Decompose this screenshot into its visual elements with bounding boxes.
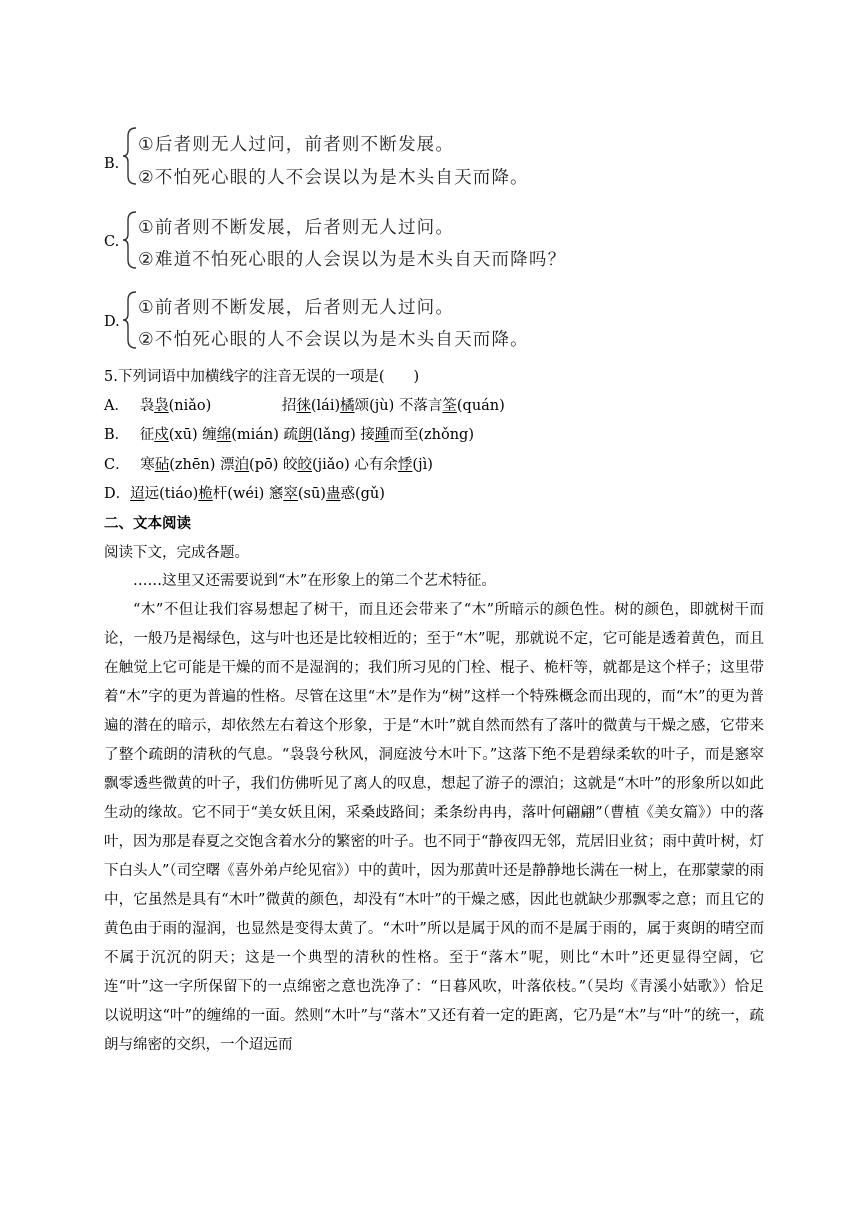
option-text: (xū) 缠 (168, 427, 217, 443)
option-b-line2: ②不怕死心眼的人不会误以为是木头自天而降。 (138, 168, 529, 188)
underlined-char: 窣 (283, 486, 298, 502)
underlined-char: 踵 (374, 427, 390, 443)
option-text: (jì) (412, 457, 433, 473)
underlined-char: 悸 (397, 457, 413, 473)
option-text: (lǎng) 接 (312, 427, 375, 443)
underlined-char: 迢 (130, 486, 145, 502)
option-text: (pō) 皎 (249, 457, 298, 473)
option-c-line2: ②难道不怕死心眼的人会误以为是木头自天而降吗？ (138, 250, 567, 270)
passage-paragraph: “木”不但让我们容易想起了树干，而且还会带来了“木”所暗示的颜色性。树的颜色，即就树干而论，一般乃是褐绿色，这与叶也还是比较相近的；至于“木”呢，那就说不定，它可能是透着黄色，而且在触觉上它可能是干燥的而不是湿润的；我们所习见的门栓、棍子、桅杆等，就都是这个样子；这里带着“木”字的更为普遍的性格。尽管在这里“木”是作为“树”这样一个特殊概念而出现的，而“木”的更为普遍的潜在的暗示，却依然左右着这个形象，于是“木叶”就自然而然有了落叶的微黄与干燥之感，它带来了整个疏朗的清秋的气息。“袅袅兮秋风，洞庭波兮木叶下。”这落下绝不是碧绿柔软的叶子，而是窸窣飘零透些微黄的叶子，我们仿佛听见了离人的叹息，想起了游子的漂泊；这就是“木叶”的形象所以如此生动的缘故。它不同于“美女妖且闲，采桑歧路间；柔条纷冉冉，落叶何翩翩”（曹植《美女篇》）中的落叶，因为那是春夏之交饱含着水分的繁密的叶子。也不同于“静夜四无邻，荒居旧业贫；雨中黄叶树，灯下白头人”（司空曙《喜外弟卢纶见宿》）中的黄叶，因为那黄叶还是静静地长满在一树上，在那蒙蒙的雨中，它虽然是具有“木叶”微黄的颜色，却没有“木叶”的干燥之感，因此也就缺少那飘零之意；而且它的黄色由于雨的湿润，也显然是变得太黄了。“木叶”所以是属于风的而不是属于雨的，属于爽朗的晴空而不属于沉沉的阴天；这是一个典型的清秋的性格。至于“落木”呢，则比“木叶”还更显得空阔，它连“叶”这一字所保留下的一点绵密之意也洗净了：“日暮风吹，叶落依枝。”（吴均《青溪小姑歌》）恰足以说明这“叶”的缠绵的一面。然则“木叶”与“落木”又还有着一定的距离，它乃是“木”与“叶”的统一，疏朗与绵密的交织，一个迢远而 (104, 602, 764, 1053)
option-d (104, 290, 624, 352)
underlined-char: 袅 (154, 398, 169, 414)
brace-icon (122, 126, 138, 186)
option-text: (niǎo) (168, 398, 212, 414)
option-d-line1: ①前者则不断发展，后者则无人过问。 (138, 298, 455, 318)
option-c-line1: ①前者则不断发展，后者则无人过问。 (138, 218, 455, 238)
underlined-char: 绵 (216, 427, 232, 443)
option-text: 而至(zhǒng) (389, 427, 474, 443)
option-label: D． (104, 486, 131, 502)
option-text: 杆(wéi) 窸 (212, 486, 284, 502)
brace-icon (122, 210, 138, 270)
option-text: 颂(jù) 不落言 (354, 398, 443, 414)
q5-option-b (104, 425, 474, 445)
underlined-char: 朗 (298, 427, 313, 443)
option-c (104, 210, 624, 272)
option-text: 远(tiáo) (144, 486, 199, 502)
underlined-char: 砧 (154, 457, 170, 473)
option-text: 征 (139, 427, 155, 443)
option-b (104, 126, 624, 188)
underlined-char: 皎 (297, 457, 312, 473)
underlined-char: 徕 (296, 398, 311, 414)
option-b-letter: B. (104, 156, 120, 172)
option-text: (jiǎo) 心有余 (311, 457, 398, 473)
option-text: 招 (281, 398, 297, 414)
q5-option-a (104, 396, 505, 416)
reading-instruction: 阅读下文，完成各题。 (104, 545, 249, 561)
option-label: A． (104, 398, 129, 414)
option-b-line1: ①后者则无人过问，前者则不断发展。 (138, 135, 455, 155)
underlined-char: 泊 (234, 457, 250, 473)
option-d-letter: D. (104, 314, 120, 330)
question-5-stem: 5.下列词语中加横线字的注音无误的一项是( ) (104, 369, 420, 385)
option-text: 惑(gǔ) (340, 486, 385, 502)
option-text: (lái) (310, 398, 341, 414)
option-c-letter: C. (104, 234, 120, 250)
option-text: 寒 (140, 457, 155, 473)
option-d-line2: ②不怕死心眼的人不会误以为是木头自天而降。 (138, 330, 529, 350)
underlined-char: 橘 (340, 398, 355, 414)
q5-option-d (104, 484, 385, 504)
option-label: C． (104, 457, 130, 473)
underlined-char: 戍 (154, 427, 169, 443)
option-label: B． (104, 427, 130, 443)
q5-option-c (104, 455, 433, 475)
brace-icon (122, 290, 138, 350)
passage-paragraph: ……这里又还需要说到“木”在形象上的第二个艺术特征。 (133, 573, 496, 589)
passage-intro (104, 567, 764, 596)
section-heading: 二、文本阅读 (104, 515, 191, 532)
passage-body (104, 596, 764, 1060)
underlined-char: 蛊 (325, 486, 341, 502)
underlined-char: 桅 (198, 486, 213, 502)
underlined-char: 筌 (442, 398, 457, 414)
option-text: (zhēn) 漂 (169, 457, 235, 473)
option-text: (mián) 疏 (231, 427, 299, 443)
option-text: 袅 (139, 398, 155, 414)
option-text: (sū) (297, 486, 326, 502)
option-text: (quán) (456, 398, 505, 414)
